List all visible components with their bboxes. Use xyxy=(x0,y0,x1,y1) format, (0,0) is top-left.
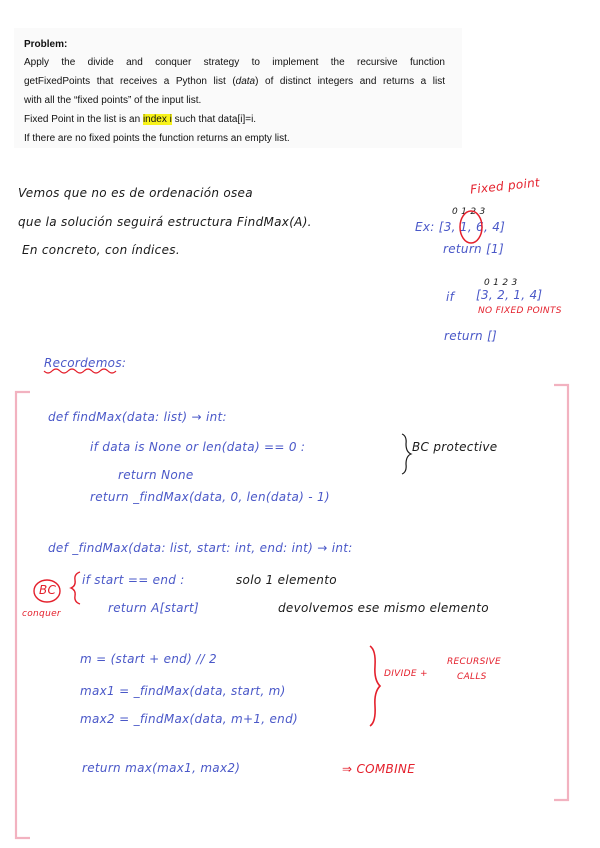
highlight-index-i: index i xyxy=(142,114,172,125)
code-line-1: def findMax(data: list) → int: xyxy=(48,410,227,424)
fixed-point-label: Fixed point xyxy=(469,175,541,197)
problem-line-1: Apply the divide and conquer strategy to implement the recursive function xyxy=(24,57,445,68)
bc-label: BC xyxy=(39,583,57,597)
code-line-8: m = (start + end) // 2 xyxy=(80,652,217,666)
divide-brace xyxy=(370,646,380,726)
ex2-indices: 0 1 2 3 xyxy=(484,278,518,288)
calls-label: CALLS xyxy=(457,672,487,682)
note-line-3: En concreto, con índices. xyxy=(22,243,180,257)
ex2-return: return [] xyxy=(444,329,498,343)
code-line-7-note: devolvemos ese mismo elemento xyxy=(278,601,489,615)
code-line-4: return _findMax(data, 0, len(data) - 1) xyxy=(90,490,330,504)
ex1-indices: 0 1 2 3 xyxy=(452,207,486,217)
divide-label: DIVIDE + xyxy=(384,669,428,679)
bc-curly-brace xyxy=(71,572,80,604)
bc-protective-note: BC protective xyxy=(412,440,498,454)
ex2-if: if xyxy=(446,290,455,304)
problem-line-4: Fixed Point in the list is an index i such that data[i]=i. xyxy=(24,114,257,125)
problem-line-5: If there are no fixed points the function returns an empty list. xyxy=(24,133,290,144)
recursive-label: RECURSIVE xyxy=(447,657,501,667)
code-line-9: max1 = _findMax(data, start, m) xyxy=(80,684,286,698)
combine-label: ⇒ COMBINE xyxy=(342,762,416,776)
code-line-5: def _findMax(data: list, start: int, end: int) → int: xyxy=(48,541,353,555)
ex1-return: return [1] xyxy=(443,242,504,256)
note-line-1: Vemos que no es de ordenación osea xyxy=(18,186,253,200)
code-line-7: return A[start] xyxy=(108,601,200,615)
problem-line-3: with all the “fixed points” of the input list. xyxy=(24,95,202,106)
ex2-list: [3, 2, 1, 4] xyxy=(476,288,543,302)
code-line-3: return None xyxy=(118,468,194,482)
problem-box xyxy=(14,28,462,148)
ex1-list: Ex: [3, 1, 6, 4] xyxy=(415,220,506,234)
right-bracket xyxy=(554,385,568,800)
code-line-6-note: solo 1 elemento xyxy=(236,573,337,587)
code-line-10: max2 = _findMax(data, m+1, end) xyxy=(80,712,298,726)
recordemos-label: Recordemos: xyxy=(44,356,127,370)
conquer-label: conquer xyxy=(22,609,61,619)
note-line-2: que la solución seguirá estructura FindMax(A). xyxy=(18,215,312,229)
code-line-6: if start == end : xyxy=(82,573,185,587)
code-line-2: if data is None or len(data) == 0 : xyxy=(90,440,306,454)
problem-line-2: getFixedPoints that receives a Python list (data) of distinct integers and returns a list xyxy=(24,76,445,87)
ex2-note: NO FIXED POINTS xyxy=(478,306,562,316)
problem-heading: Problem: xyxy=(24,39,68,50)
code-line-11: return max(max1, max2) xyxy=(82,761,241,775)
bc-brace xyxy=(402,434,411,474)
